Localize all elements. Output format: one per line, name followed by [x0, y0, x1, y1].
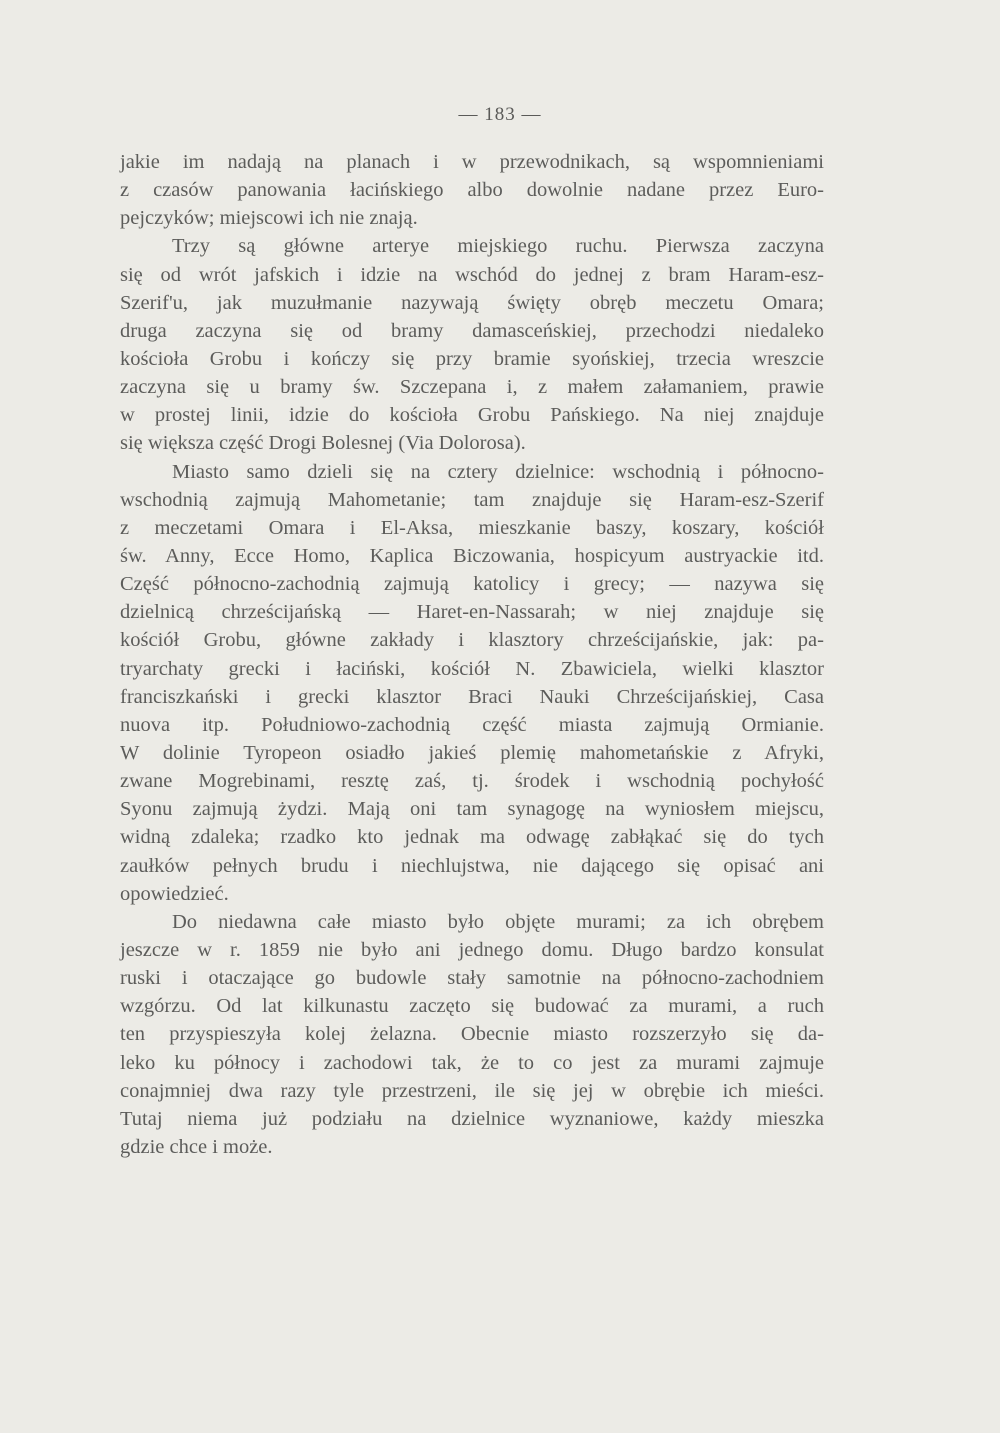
- text-line: z meczetami Omara i El-Aksa, mieszkanie baszy, koszary, kościół: [120, 516, 824, 539]
- text-line: zaułków pełnych brudu i niechlujstwa, nie dającego się opisać ani: [120, 854, 824, 877]
- page-number: — 183 —: [458, 104, 542, 125]
- text-line: gdzie chce i może.: [120, 1135, 273, 1158]
- text-line: Trzy są główne arterye miejskiego ruchu. Pierwsza zaczyna: [172, 235, 824, 258]
- text-line: Część północno-zachodnią zajmują katolicy i grecy; — nazywa się: [120, 573, 824, 596]
- text-line: Szerif'u, jak muzułmanie nazywają święty obręb meczetu Omara;: [120, 291, 824, 314]
- text-line: ruski i otaczające go budowle stały samotnie na północno-zachodniem: [120, 967, 824, 990]
- text-line: W dolinie Tyropeon osiadło jakieś plemię mahometańskie z Afryki,: [120, 741, 824, 764]
- text-line: jakie im nadają na planach i w przewodnikach, są wspomnieniami: [120, 151, 824, 173]
- text-line: zwane Mogrebinami, resztę zaś, tj. środek i wschodnią pochyłość: [120, 770, 824, 793]
- text-line: Miasto samo dzieli się na cztery dzielnice: wschodnią i północno-: [172, 460, 824, 483]
- text-line: wschodnią zajmują Mahometanie; tam znajduje się Haram-esz-Szerif: [120, 488, 824, 511]
- text-line: tryarchaty grecki i łaciński, kościół N. Zbawiciela, wielki klasztor: [120, 657, 824, 680]
- text-line: conajmniej dwa razy tyle przestrzeni, ile się jej w obrębie ich mieści.: [120, 1079, 824, 1102]
- text-line: dzielnicą chrześcijańską — Haret-en-Nassarah; w niej znajduje się: [120, 601, 824, 624]
- text-line: zaczyna się u bramy św. Szczepana i, z małem załamaniem, prawie: [120, 376, 824, 399]
- text-line: w prostej linii, idzie do kościoła Grobu Pańskiego. Na niej znajduje: [120, 404, 824, 427]
- text-line: leko ku północy i zachodowi tak, że to co jest za murami zajmuje: [120, 1051, 824, 1074]
- text-line: opowiedzieć.: [120, 882, 229, 905]
- text-line: druga zaczyna się od bramy damasceńskiej, przechodzi niedaleko: [120, 319, 824, 342]
- text-line: Syonu zajmują żydzi. Mają oni tam synagogę na wyniosłem miejscu,: [120, 798, 824, 821]
- text-line: widną zdaleka; rzadko kto jednak ma odwagę zabłąkać się do tych: [120, 826, 824, 849]
- text-line: jeszcze w r. 1859 nie było ani jednego domu. Długo bardzo konsulat: [120, 938, 824, 961]
- text-line: ten przyspieszyła kolej żelazna. Obecnie miasto rozszerzyło się da-: [120, 1023, 824, 1046]
- text-line: Do niedawna całe miasto było objęte murami; za ich obrębem: [172, 910, 824, 933]
- text-line: nuova itp. Południowo-zachodnią część miasta zajmują Ormianie.: [120, 713, 824, 736]
- body-text: [120, 148, 824, 1161]
- text-line: wzgórzu. Od lat kilkunastu zaczęto się budować za murami, a ruch: [120, 995, 824, 1018]
- text-line: kościół Grobu, główne zakłady i klasztory chrześcijańskie, jak: pa-: [120, 629, 824, 652]
- text-line: się większa część Drogi Bolesnej (Via Dolorosa).: [120, 432, 526, 455]
- text-line: św. Anny, Ecce Homo, Kaplica Biczowania, hospicyum austryackie itd.: [120, 544, 824, 567]
- text-line: pejczyków; miejscowi ich nie znają.: [120, 207, 418, 230]
- text-line: Tutaj niema już podziału na dzielnice wyznaniowe, każdy mieszka: [120, 1107, 824, 1130]
- text-line: z czasów panowania łacińskiego albo dowolnie nadane przez Euro-: [120, 179, 824, 202]
- text-line: się od wrót jafskich i idzie na wschód do jednej z bram Haram-esz-: [120, 263, 824, 286]
- text-line: kościoła Grobu i kończy się przy bramie syońskiej, trzecia wreszcie: [120, 347, 824, 370]
- text-line: franciszkański i grecki klasztor Braci Nauki Chrześcijańskiej, Casa: [120, 685, 824, 708]
